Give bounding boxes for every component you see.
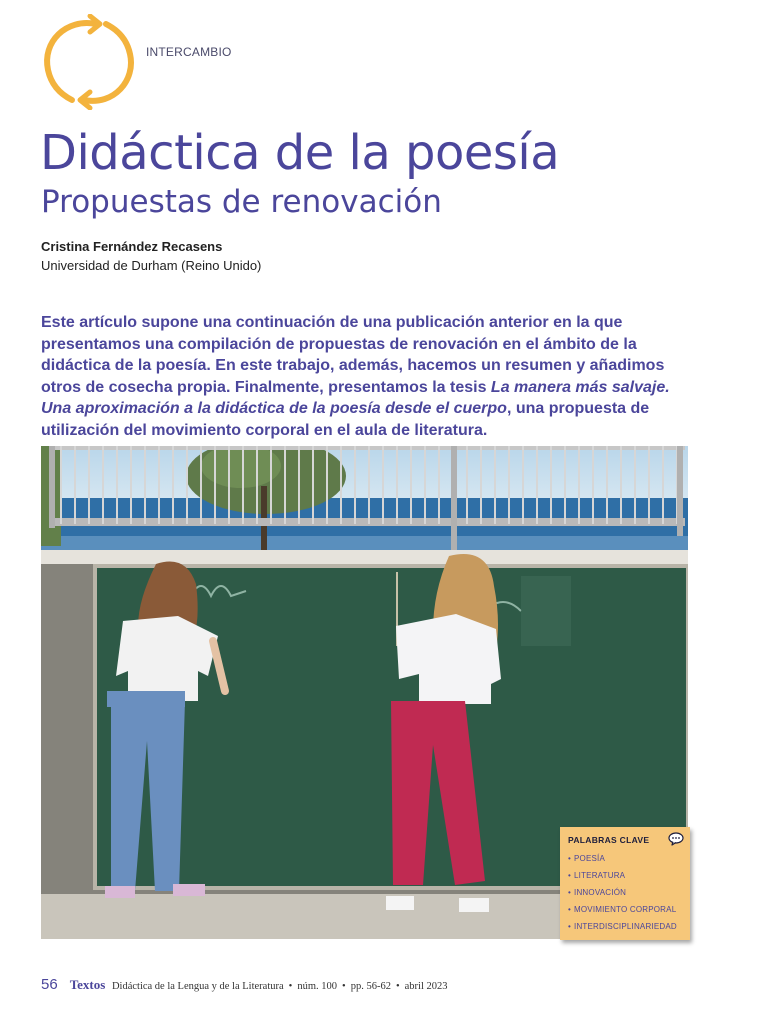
keywords-list — [568, 850, 684, 935]
keyword-item: • INTERDISCIPLINARIEDAD — [568, 918, 684, 935]
separator: • — [288, 981, 293, 992]
article-subtitle: Propuestas de renovación — [41, 184, 442, 220]
author-affiliation: Universidad de Durham (Reino Unido) — [41, 258, 262, 273]
page-range: pp. 56-62 — [350, 981, 391, 992]
keyword-item: • MOVIMIENTO CORPORAL — [568, 901, 684, 918]
issue-number: núm. 100 — [297, 981, 338, 992]
keywords-title: PALABRAS CLAVE — [568, 835, 650, 845]
page-number: 56 — [41, 976, 58, 993]
separator: • — [342, 981, 346, 992]
abstract-text-2: , una propuesta de utilización del movimiento corporal en el aula de literatura. — [41, 400, 650, 439]
speech-bubble-icon — [668, 832, 684, 846]
section-label: INTERCAMBIO — [146, 45, 232, 59]
separator: • — [395, 981, 400, 992]
journal-name: Textos — [69, 977, 106, 992]
thesis-title: La manera más salvaje. Una aproximación a la didáctica de la poesía desde el cuerpo — [41, 378, 670, 418]
page-footer — [41, 976, 448, 993]
abstract-text-1: Este artículo supone una continuación de una publicación anterior en la que presentamos una compilación de propuestas de renovación en el ámbito de la didáctica de la poesía. En este trabajo, además, hacemos un resumen y añadimos otros de cosecha propia. Finalmente, presentamos la tesis — [41, 314, 665, 396]
author-name: Cristina Fernández Recasens — [41, 239, 223, 254]
abstract — [41, 312, 681, 442]
publication-date: abril 2023 — [404, 981, 448, 992]
keyword-item: • POESÍA — [568, 850, 684, 867]
keywords-box — [560, 827, 690, 940]
keyword-item: • INNOVACIÓN — [568, 884, 684, 901]
keyword-item: • LITERATURA — [568, 867, 684, 884]
exchange-arrows-icon — [38, 14, 140, 110]
article-title: Didáctica de la poesía — [40, 125, 560, 181]
journal-full-name: Didáctica de la Lengua y de la Literatura — [111, 981, 284, 992]
